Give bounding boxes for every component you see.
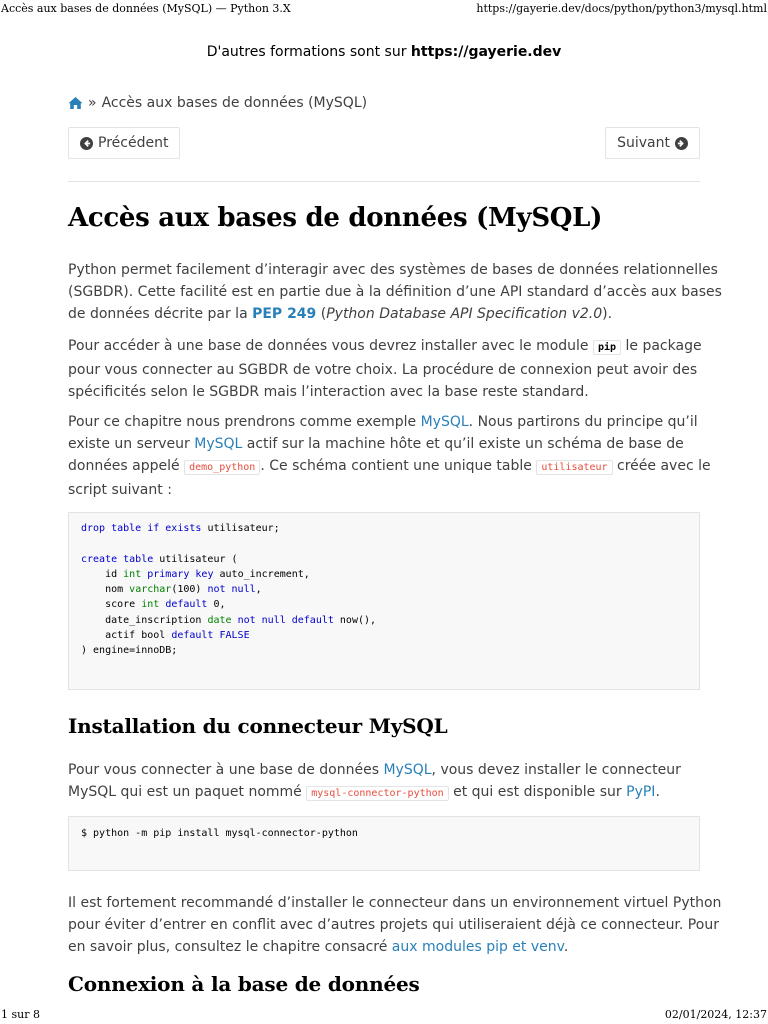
previous-label: Précédent xyxy=(98,135,169,151)
code-type: varchar xyxy=(129,584,172,596)
section-heading-connexion: Connexion à la base de données xyxy=(68,972,420,996)
code-keyword: default xyxy=(165,599,208,611)
print-footer xyxy=(0,1008,768,1022)
code-keyword: drop table if exists xyxy=(81,523,202,534)
schema-code: demo_python xyxy=(184,460,260,475)
shell-code-block[interactable] xyxy=(68,816,700,871)
section-heading-install: Installation du connecteur MySQL xyxy=(68,714,448,738)
code-line xyxy=(81,521,687,536)
code-line xyxy=(81,628,687,643)
training-banner xyxy=(0,44,768,60)
text-line xyxy=(68,781,704,805)
code-line-blank xyxy=(81,536,687,551)
code-line xyxy=(81,643,687,658)
text-span: données appelé xyxy=(68,458,185,474)
text-line xyxy=(68,335,704,359)
pip-code: pip xyxy=(593,340,621,355)
pip-venv-link[interactable]: aux modules pip et venv xyxy=(391,939,564,955)
pip-paragraph xyxy=(68,335,704,403)
print-header xyxy=(0,2,768,16)
arrow-circle-right-icon xyxy=(675,137,688,150)
code-text: utilisateur ( xyxy=(153,553,238,565)
text-line: pour éviter d’entrer en conflit avec d’autres projets qui utiliseraient déjà ce connecteur. Pour xyxy=(68,917,719,933)
code-text: date_inscription xyxy=(81,614,208,626)
text-line: (SGBDR). Cette facilité est en partie due à la définition d’une API standard d’accès aux bases xyxy=(68,284,722,300)
code-text: actif bool xyxy=(81,630,172,642)
text-line: spécificités selon le SGBDR mais l’interaction avec la base reste standard. xyxy=(68,384,589,400)
text-line xyxy=(68,303,704,325)
package-code: mysql-connector-python xyxy=(306,786,448,801)
code-type: int xyxy=(123,568,142,580)
code-text: id xyxy=(81,568,124,580)
home-icon[interactable] xyxy=(68,96,83,110)
text-span: et qui est disponible sur xyxy=(448,784,627,800)
print-footer-page: 1 sur 8 xyxy=(1,1008,40,1021)
text-span: . Nous partirons du principe qu’il xyxy=(468,414,698,430)
text-span: Pour vous connecter à une base de données xyxy=(68,762,384,778)
code-text: ) engine=innoDB; xyxy=(81,645,178,657)
pep-249-link[interactable]: PEP 249 xyxy=(252,306,317,322)
text-line: pour vous connecter au SGBDR de votre choix. La procédure de connexion peut avoir des xyxy=(68,362,698,378)
breadcrumb-current: Accès aux bases de données (MySQL) xyxy=(101,95,368,111)
mysql-link[interactable]: MySQL xyxy=(194,436,243,452)
connector-paragraph xyxy=(68,759,704,805)
page-title: Accès aux bases de données (MySQL) xyxy=(68,203,603,233)
venv-paragraph xyxy=(68,892,722,958)
shell-command: $ python -m pip install mysql-connector-python xyxy=(81,828,358,839)
code-line xyxy=(81,597,687,612)
mysql-link[interactable]: MySQL xyxy=(420,414,469,430)
text-span: MySQL qui est un paquet nommé xyxy=(68,784,307,800)
code-text: now(), xyxy=(333,614,377,626)
print-header-title: Accès aux bases de données (MySQL) — Python 3.X xyxy=(1,2,291,15)
table-code: utilisateur xyxy=(536,460,612,475)
text-span: le package xyxy=(621,338,702,354)
print-header-url: https://gayerie.dev/docs/python/python3/mysql.html xyxy=(476,2,767,15)
next-label: Suivant xyxy=(617,135,670,151)
pypi-link[interactable]: PyPI xyxy=(626,784,656,800)
code-keyword: not null default xyxy=(237,614,334,626)
print-footer-date: 02/01/2024, 12:37 xyxy=(664,1008,767,1021)
code-keyword: create table xyxy=(81,553,154,565)
code-line xyxy=(81,552,687,567)
breadcrumb-separator: » xyxy=(88,95,97,111)
text-span: Pour ce chapitre nous prendrons comme exemple xyxy=(68,414,421,430)
code-text: , xyxy=(255,584,262,596)
mysql-example-paragraph xyxy=(68,411,711,501)
next-button[interactable] xyxy=(605,127,700,159)
banner-link[interactable]: https://gayerie.dev xyxy=(410,44,562,60)
text-span: . xyxy=(655,784,660,800)
code-text: auto_increment, xyxy=(213,568,310,580)
text-line: Il est fortement recommandé d’installer le connecteur dans un environnement virtuel Python xyxy=(68,895,722,911)
text-line xyxy=(68,411,704,433)
code-line xyxy=(81,582,687,597)
arrow-circle-left-icon xyxy=(80,137,93,150)
code-line xyxy=(81,567,687,582)
text-line: script suivant : xyxy=(68,482,172,498)
text-line: Python permet facilement d’interagir avec des systèmes de bases de données relationnelles xyxy=(68,262,718,278)
text-line xyxy=(68,433,704,455)
mysql-link[interactable]: MySQL xyxy=(383,762,432,778)
spec-title: Python Database API Specification v2.0 xyxy=(326,306,603,322)
text-span: en savoir plus, consultez le chapitre consacré xyxy=(68,939,392,955)
banner-text: D'autres formations sont sur xyxy=(206,44,411,60)
text-span: . xyxy=(563,939,569,955)
code-text: nom xyxy=(81,584,130,596)
text-span: , vous devez installer le connecteur xyxy=(431,762,681,778)
code-keyword: FALSE xyxy=(219,630,250,642)
sql-code-block[interactable] xyxy=(68,512,700,690)
text-span: actif sur la machine hôte et qu’il existe un schéma de base de xyxy=(242,436,684,452)
text-span: Pour accéder à une base de données vous devrez installer avec le module xyxy=(68,338,593,354)
text-span: ). xyxy=(602,306,613,322)
code-text: score xyxy=(81,599,142,611)
intro-paragraph xyxy=(68,259,722,325)
code-line xyxy=(81,613,687,628)
text-span: . Ce schéma contient une unique table xyxy=(260,458,537,474)
text-line xyxy=(68,936,704,958)
previous-button[interactable] xyxy=(68,127,180,159)
code-text: 0, xyxy=(207,599,226,611)
code-text: utilisateur; xyxy=(201,523,280,534)
code-keyword: not null xyxy=(207,584,256,596)
code-text: (100) xyxy=(171,584,208,596)
text-line xyxy=(68,455,711,479)
code-keyword: primary key xyxy=(147,568,214,580)
code-type: int xyxy=(141,599,160,611)
text-line xyxy=(68,759,704,781)
breadcrumb xyxy=(68,95,367,111)
code-type: date xyxy=(207,614,232,626)
text-span: ( xyxy=(316,306,327,322)
code-keyword: default xyxy=(171,630,214,642)
text-span: existe un serveur xyxy=(68,436,195,452)
divider xyxy=(68,181,700,182)
text-span: créée avec le xyxy=(612,458,711,474)
text-span: de données décrite par la xyxy=(68,306,253,322)
